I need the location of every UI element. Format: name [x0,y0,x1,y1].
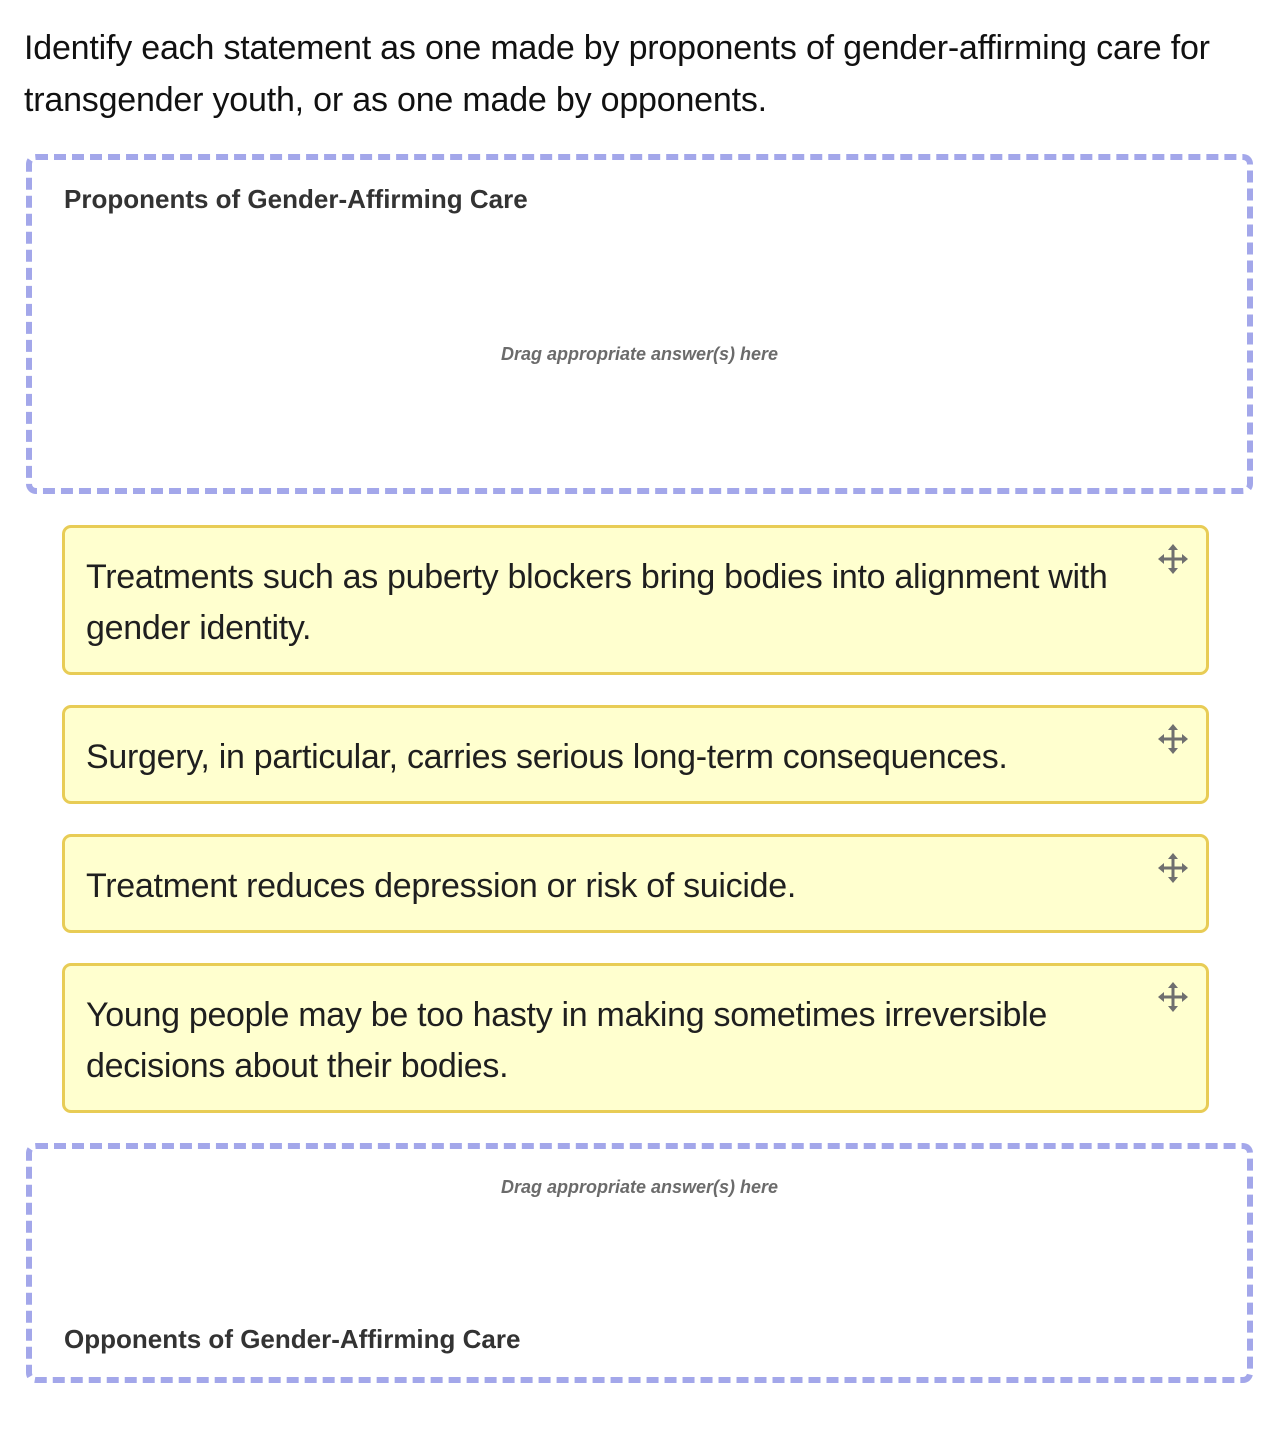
answer-card-text: Young people may be too hasty in making sometimes irreversible decisions about their bodies. [86,996,1047,1085]
move-icon[interactable] [1158,982,1188,1012]
dropzone-title: Opponents of Gender-Affirming Care [64,1324,521,1354]
dropzone-opponents[interactable] [26,1143,1253,1383]
dropzone-proponents[interactable] [26,154,1253,494]
answer-card-text: Treatments such as puberty blockers bring bodies into alignment with gender identity. [86,558,1108,647]
dropzone-title: Proponents of Gender-Affirming Care [64,184,528,214]
move-icon[interactable] [1158,853,1188,883]
answer-card-text: Treatment reduces depression or risk of suicide. [86,867,796,905]
move-icon[interactable] [1158,544,1188,574]
answer-card[interactable] [62,525,1209,675]
answer-card[interactable] [62,705,1209,804]
dropzone-hint: Drag appropriate answer(s) here [500,1177,779,1197]
dropzone-hint: Drag appropriate answer(s) here [500,344,779,364]
answer-card-text: Surgery, in particular, carries serious long-term consequences. [86,738,1008,776]
move-icon[interactable] [1158,724,1188,754]
answer-card[interactable] [62,963,1209,1113]
question-prompt: Identify each statement as one made by proponents of gender-affirming care for transgender youth, or as one made by opponents. [24,29,1210,119]
answer-card[interactable] [62,834,1209,933]
